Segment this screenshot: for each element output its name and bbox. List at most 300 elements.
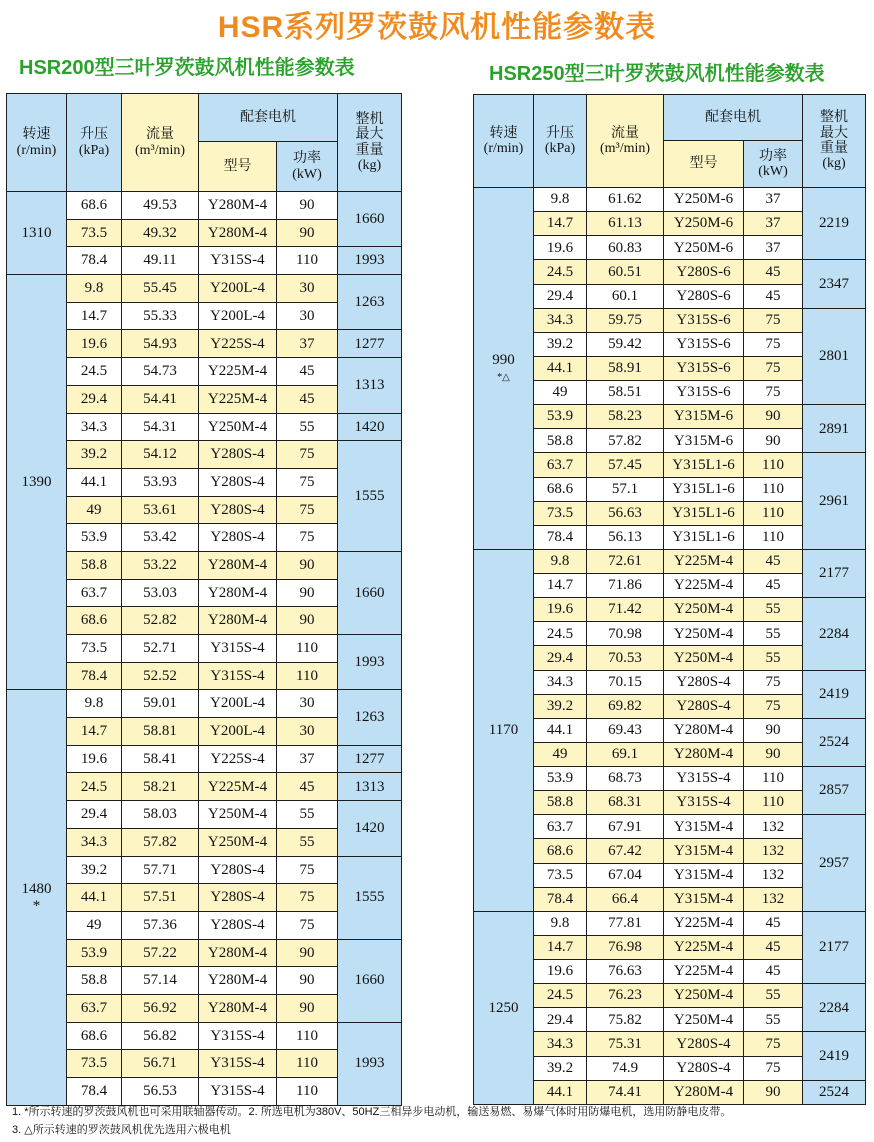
weight-cell: 2219: [803, 188, 866, 260]
flow-cell: 69.43: [587, 718, 664, 742]
pressure-cell: 63.7: [534, 815, 587, 839]
flow-cell: 72.61: [587, 549, 664, 573]
pressure-cell: 63.7: [67, 579, 122, 607]
flow-cell: 58.81: [122, 718, 199, 746]
pressure-cell: 58.8: [534, 429, 587, 453]
model-cell: Y315S-6: [664, 356, 744, 380]
pressure-cell: 68.6: [534, 839, 587, 863]
flow-cell: 76.23: [587, 984, 664, 1008]
model-cell: Y250M-4: [664, 1008, 744, 1032]
pressure-cell: 14.7: [534, 212, 587, 236]
power-cell: 110: [277, 247, 338, 275]
pressure-cell: 44.1: [534, 1080, 587, 1104]
table-row: [474, 549, 866, 573]
flow-cell: 53.22: [122, 551, 199, 579]
model-cell: Y315L1-6: [664, 501, 744, 525]
pressure-cell: 14.7: [534, 935, 587, 959]
model-cell: Y280S-4: [664, 1032, 744, 1056]
speed-cell: 1250: [474, 911, 534, 1104]
weight-cell: 1993: [338, 635, 402, 690]
model-header: 型号: [664, 141, 744, 188]
power-cell: 55: [744, 984, 803, 1008]
weight-cell: 2347: [803, 260, 866, 308]
model-cell: Y250M-4: [664, 622, 744, 646]
power-cell: 90: [277, 192, 338, 220]
model-cell: Y250M-4: [664, 646, 744, 670]
model-cell: Y280S-4: [199, 524, 277, 552]
flow-cell: 77.81: [587, 911, 664, 935]
model-cell: Y280S-4: [199, 468, 277, 496]
power-cell: 75: [277, 884, 338, 912]
flow-cell: 54.31: [122, 413, 199, 441]
power-cell: 45: [277, 385, 338, 413]
pressure-cell: 44.1: [534, 718, 587, 742]
pressure-cell: 24.5: [67, 358, 122, 386]
pressure-cell: 73.5: [67, 1050, 122, 1078]
flow-cell: 74.41: [587, 1080, 664, 1104]
flow-cell: 67.91: [587, 815, 664, 839]
flow-cell: 56.63: [587, 501, 664, 525]
power-cell: 132: [744, 887, 803, 911]
flow-cell: 52.82: [122, 607, 199, 635]
power-cell: 37: [744, 236, 803, 260]
flow-cell: 71.86: [587, 574, 664, 598]
weight-cell: 1555: [338, 441, 402, 552]
pressure-cell: 34.3: [67, 828, 122, 856]
pressure-header: 升压 (kPa): [67, 94, 122, 192]
pressure-cell: 24.5: [67, 773, 122, 801]
weight-cell: 1660: [338, 551, 402, 634]
flow-cell: 68.73: [587, 767, 664, 791]
power-cell: 45: [744, 549, 803, 573]
power-cell: 75: [277, 441, 338, 469]
table-row: [7, 247, 402, 275]
pressure-cell: 44.1: [67, 468, 122, 496]
model-cell: Y225M-4: [199, 773, 277, 801]
model-cell: Y315S-4: [199, 247, 277, 275]
model-header: 型号: [199, 142, 277, 192]
model-cell: Y280S-4: [199, 856, 277, 884]
weight-header: 整机 最大 重量 (kg): [803, 95, 866, 188]
table-row: [7, 635, 402, 663]
pressure-cell: 44.1: [534, 356, 587, 380]
pressure-cell: 9.8: [534, 911, 587, 935]
model-cell: Y225M-4: [199, 385, 277, 413]
power-cell: 75: [277, 911, 338, 939]
flow-cell: 57.14: [122, 967, 199, 995]
flow-cell: 56.71: [122, 1050, 199, 1078]
power-cell: 37: [277, 745, 338, 773]
flow-cell: 59.75: [587, 308, 664, 332]
table-row: [7, 690, 402, 718]
flow-cell: 69.1: [587, 742, 664, 766]
weight-cell: 2284: [803, 984, 866, 1032]
flow-cell: 58.21: [122, 773, 199, 801]
weight-cell: 1993: [338, 247, 402, 275]
pressure-cell: 34.3: [534, 670, 587, 694]
pressure-cell: 49: [67, 496, 122, 524]
flow-cell: 56.92: [122, 994, 199, 1022]
footnote-line: 3. △所示转速的罗茨鼓风机优先选用六极电机: [12, 1124, 231, 1136]
model-cell: Y315M-6: [664, 405, 744, 429]
weight-cell: 1660: [338, 939, 402, 1022]
pressure-cell: 73.5: [534, 501, 587, 525]
pressure-cell: 24.5: [534, 622, 587, 646]
pressure-cell: 68.6: [534, 477, 587, 501]
power-cell: 90: [277, 579, 338, 607]
power-cell: 37: [277, 330, 338, 358]
table-row: [7, 745, 402, 773]
flow-cell: 61.62: [587, 188, 664, 212]
model-cell: Y250M-6: [664, 236, 744, 260]
table-row: [7, 358, 402, 386]
power-cell: 37: [744, 188, 803, 212]
pressure-cell: 73.5: [67, 219, 122, 247]
power-cell: 90: [277, 967, 338, 995]
pressure-cell: 39.2: [534, 332, 587, 356]
table-row: [7, 856, 402, 884]
power-cell: 110: [744, 477, 803, 501]
speed-cell: 990 *△: [474, 188, 534, 550]
flow-cell: 57.45: [587, 453, 664, 477]
power-cell: 110: [744, 767, 803, 791]
pressure-cell: 58.8: [67, 967, 122, 995]
flow-header: 流量 (m³/min): [587, 95, 664, 188]
model-cell: Y280S-6: [664, 284, 744, 308]
pressure-cell: 19.6: [534, 236, 587, 260]
flow-cell: 66.4: [587, 887, 664, 911]
power-cell: 75: [744, 356, 803, 380]
model-cell: Y315S-4: [664, 767, 744, 791]
power-cell: 55: [744, 646, 803, 670]
flow-cell: 67.04: [587, 863, 664, 887]
power-cell: 45: [744, 260, 803, 284]
model-cell: Y315M-4: [664, 839, 744, 863]
flow-cell: 76.63: [587, 960, 664, 984]
weight-cell: 1263: [338, 275, 402, 330]
power-cell: 132: [744, 815, 803, 839]
weight-cell: 1263: [338, 690, 402, 745]
pressure-cell: 9.8: [67, 275, 122, 303]
power-cell: 90: [277, 219, 338, 247]
pressure-cell: 24.5: [534, 984, 587, 1008]
model-cell: Y315S-6: [664, 308, 744, 332]
model-cell: Y280S-4: [664, 1056, 744, 1080]
power-cell: 75: [277, 496, 338, 524]
footnotes: [12, 1103, 731, 1139]
pressure-cell: 78.4: [534, 887, 587, 911]
weight-cell: 2419: [803, 670, 866, 718]
table-row: [7, 441, 402, 469]
model-cell: Y280M-4: [664, 1080, 744, 1104]
pressure-cell: 39.2: [67, 441, 122, 469]
pressure-cell: 34.3: [67, 413, 122, 441]
flow-cell: 71.42: [587, 598, 664, 622]
pressure-header: 升压 (kPa): [534, 95, 587, 188]
model-cell: Y250M-4: [664, 984, 744, 1008]
weight-cell: 2524: [803, 718, 866, 766]
power-cell: 110: [744, 791, 803, 815]
model-cell: Y315S-4: [664, 791, 744, 815]
speed-cell: 1170: [474, 549, 534, 911]
table-row: [474, 188, 866, 212]
flow-cell: 57.82: [122, 828, 199, 856]
flow-cell: 54.73: [122, 358, 199, 386]
weight-cell: 2177: [803, 549, 866, 597]
power-cell: 55: [744, 598, 803, 622]
power-cell: 55: [277, 413, 338, 441]
pressure-cell: 19.6: [534, 598, 587, 622]
speed-note: *: [32, 897, 41, 914]
pressure-cell: 39.2: [67, 856, 122, 884]
pressure-cell: 14.7: [67, 302, 122, 330]
pressure-cell: 49: [534, 381, 587, 405]
power-cell: 55: [744, 622, 803, 646]
power-cell: 45: [744, 284, 803, 308]
pressure-cell: 14.7: [67, 718, 122, 746]
model-cell: Y315M-4: [664, 815, 744, 839]
weight-cell: 1993: [338, 1022, 402, 1105]
pressure-cell: 44.1: [67, 884, 122, 912]
speed-note: *△: [497, 372, 510, 384]
pressure-cell: 29.4: [534, 1008, 587, 1032]
weight-cell: 1277: [338, 330, 402, 358]
flow-cell: 57.51: [122, 884, 199, 912]
flow-cell: 57.1: [587, 477, 664, 501]
power-cell: 75: [277, 468, 338, 496]
model-cell: Y200L-4: [199, 275, 277, 303]
weight-cell: 2961: [803, 453, 866, 550]
pressure-cell: 34.3: [534, 1032, 587, 1056]
pressure-cell: 78.4: [67, 247, 122, 275]
power-cell: 110: [277, 1022, 338, 1050]
power-cell: 75: [744, 1056, 803, 1080]
table-row: [7, 330, 402, 358]
pressure-cell: 24.5: [534, 260, 587, 284]
flow-cell: 57.22: [122, 939, 199, 967]
pressure-cell: 78.4: [534, 525, 587, 549]
model-cell: Y200L-4: [199, 718, 277, 746]
model-cell: Y280M-4: [199, 607, 277, 635]
model-cell: Y250M-4: [199, 801, 277, 829]
flow-cell: 60.1: [587, 284, 664, 308]
power-cell: 110: [277, 662, 338, 690]
speed-cell: 1390: [7, 275, 67, 690]
power-cell: 75: [744, 670, 803, 694]
pressure-cell: 29.4: [534, 646, 587, 670]
flow-cell: 61.13: [587, 212, 664, 236]
right-table-title: HSR250型三叶罗茨鼓风机性能参数表: [489, 63, 825, 85]
model-cell: Y315S-4: [199, 662, 277, 690]
model-cell: Y315M-4: [664, 863, 744, 887]
pressure-cell: 73.5: [534, 863, 587, 887]
power-cell: 90: [277, 551, 338, 579]
flow-cell: 58.51: [587, 381, 664, 405]
power-cell: 75: [744, 332, 803, 356]
model-cell: Y225S-4: [199, 745, 277, 773]
model-cell: Y315M-4: [664, 887, 744, 911]
flow-cell: 70.53: [587, 646, 664, 670]
pressure-cell: 78.4: [67, 662, 122, 690]
power-cell: 45: [277, 773, 338, 801]
model-cell: Y315L1-6: [664, 453, 744, 477]
model-cell: Y280S-4: [199, 884, 277, 912]
power-cell: 75: [744, 1032, 803, 1056]
model-cell: Y280S-4: [664, 694, 744, 718]
model-cell: Y280S-4: [199, 911, 277, 939]
power-cell: 90: [744, 718, 803, 742]
model-cell: Y280S-4: [199, 496, 277, 524]
model-cell: Y250M-4: [199, 828, 277, 856]
weight-cell: 2419: [803, 1032, 866, 1080]
flow-cell: 76.98: [587, 935, 664, 959]
model-cell: Y280M-4: [199, 579, 277, 607]
model-cell: Y280S-4: [199, 441, 277, 469]
speed-cell: 1310: [7, 192, 67, 275]
model-cell: Y315M-6: [664, 429, 744, 453]
flow-cell: 59.01: [122, 690, 199, 718]
flow-cell: 55.33: [122, 302, 199, 330]
pressure-cell: 53.9: [67, 939, 122, 967]
power-cell: 45: [744, 574, 803, 598]
power-cell: 132: [744, 863, 803, 887]
table-row: [7, 275, 402, 303]
pressure-cell: 19.6: [67, 330, 122, 358]
footnote-line: 1. *所示转速的罗茨鼓风机也可采用联轴器传动。2. 所选电机为380V、50HZ三相异步电动机，输送易燃、易爆气体时用防爆电机，选用防静电皮带。: [12, 1106, 732, 1118]
flow-cell: 53.61: [122, 496, 199, 524]
weight-cell: 1555: [338, 856, 402, 939]
flow-cell: 59.42: [587, 332, 664, 356]
model-cell: Y280M-4: [664, 718, 744, 742]
hsr200-performance-table: [6, 93, 402, 1106]
weight-cell: 2177: [803, 911, 866, 983]
power-cell: 90: [277, 939, 338, 967]
power-cell: 110: [277, 1050, 338, 1078]
flow-cell: 54.41: [122, 385, 199, 413]
power-cell: 75: [744, 694, 803, 718]
model-cell: Y315S-6: [664, 332, 744, 356]
pressure-cell: 49: [67, 911, 122, 939]
power-cell: 110: [744, 501, 803, 525]
table-row: [7, 413, 402, 441]
weight-cell: 2891: [803, 405, 866, 453]
power-cell: 45: [744, 911, 803, 935]
motor-header: 配套电机: [199, 94, 338, 142]
weight-cell: 1313: [338, 358, 402, 413]
flow-cell: 75.82: [587, 1008, 664, 1032]
model-cell: Y315S-4: [199, 1050, 277, 1078]
power-cell: 90: [277, 994, 338, 1022]
model-cell: Y315S-6: [664, 381, 744, 405]
pressure-cell: 63.7: [534, 453, 587, 477]
flow-cell: 57.71: [122, 856, 199, 884]
flow-cell: 52.71: [122, 635, 199, 663]
pressure-cell: 14.7: [534, 574, 587, 598]
table-row: [7, 801, 402, 829]
model-cell: Y280M-4: [199, 551, 277, 579]
speed-cell: 1480 *: [7, 690, 67, 1105]
flow-cell: 67.42: [587, 839, 664, 863]
motor-header: 配套电机: [664, 95, 803, 141]
flow-cell: 54.93: [122, 330, 199, 358]
power-header: 功率 (kW): [277, 142, 338, 192]
power-cell: 75: [744, 381, 803, 405]
power-cell: 90: [277, 607, 338, 635]
table-row: [474, 911, 866, 935]
pressure-cell: 19.6: [534, 960, 587, 984]
weight-cell: 1420: [338, 801, 402, 856]
model-cell: Y280S-6: [664, 260, 744, 284]
model-cell: Y200L-4: [199, 302, 277, 330]
flow-cell: 58.41: [122, 745, 199, 773]
power-cell: 30: [277, 718, 338, 746]
model-cell: Y315S-4: [199, 1022, 277, 1050]
flow-cell: 56.82: [122, 1022, 199, 1050]
model-cell: Y280M-4: [199, 994, 277, 1022]
flow-cell: 49.11: [122, 247, 199, 275]
power-cell: 45: [744, 960, 803, 984]
hsr250-performance-table: [473, 94, 866, 1105]
power-cell: 110: [744, 525, 803, 549]
flow-cell: 57.82: [587, 429, 664, 453]
model-cell: Y280M-4: [199, 967, 277, 995]
flow-cell: 53.42: [122, 524, 199, 552]
weight-header: 整机 最大 重量 (kg): [338, 94, 402, 192]
pressure-cell: 9.8: [534, 549, 587, 573]
weight-cell: 2857: [803, 767, 866, 815]
model-cell: Y225S-4: [199, 330, 277, 358]
flow-cell: 49.32: [122, 219, 199, 247]
model-cell: Y250M-4: [664, 598, 744, 622]
flow-cell: 68.31: [587, 791, 664, 815]
pressure-cell: 68.6: [67, 192, 122, 220]
model-cell: Y250M-4: [199, 413, 277, 441]
model-cell: Y280M-4: [199, 192, 277, 220]
pressure-cell: 63.7: [67, 994, 122, 1022]
flow-cell: 69.82: [587, 694, 664, 718]
power-cell: 45: [277, 358, 338, 386]
left-table-title: HSR200型三叶罗茨鼓风机性能参数表: [19, 57, 355, 79]
pressure-cell: 29.4: [67, 385, 122, 413]
power-cell: 75: [277, 524, 338, 552]
flow-cell: 54.12: [122, 441, 199, 469]
model-cell: Y280M-4: [664, 742, 744, 766]
power-cell: 45: [744, 935, 803, 959]
model-cell: Y280M-4: [199, 219, 277, 247]
pressure-cell: 73.5: [67, 635, 122, 663]
model-cell: Y315L1-6: [664, 525, 744, 549]
power-cell: 75: [277, 856, 338, 884]
flow-cell: 70.98: [587, 622, 664, 646]
flow-cell: 55.45: [122, 275, 199, 303]
table-row: [7, 1022, 402, 1050]
power-cell: 37: [744, 212, 803, 236]
power-header: 功率 (kW): [744, 141, 803, 188]
pressure-cell: 53.9: [534, 767, 587, 791]
model-cell: Y315S-4: [199, 1078, 277, 1106]
flow-cell: 74.9: [587, 1056, 664, 1080]
pressure-cell: 53.9: [534, 405, 587, 429]
flow-cell: 75.31: [587, 1032, 664, 1056]
flow-header: 流量 (m³/min): [122, 94, 199, 192]
pressure-cell: 49: [534, 742, 587, 766]
weight-cell: 2524: [803, 1080, 866, 1104]
model-cell: Y225M-4: [664, 574, 744, 598]
flow-cell: 56.13: [587, 525, 664, 549]
power-cell: 90: [744, 742, 803, 766]
table-row: [7, 192, 402, 220]
model-cell: Y225M-4: [664, 960, 744, 984]
